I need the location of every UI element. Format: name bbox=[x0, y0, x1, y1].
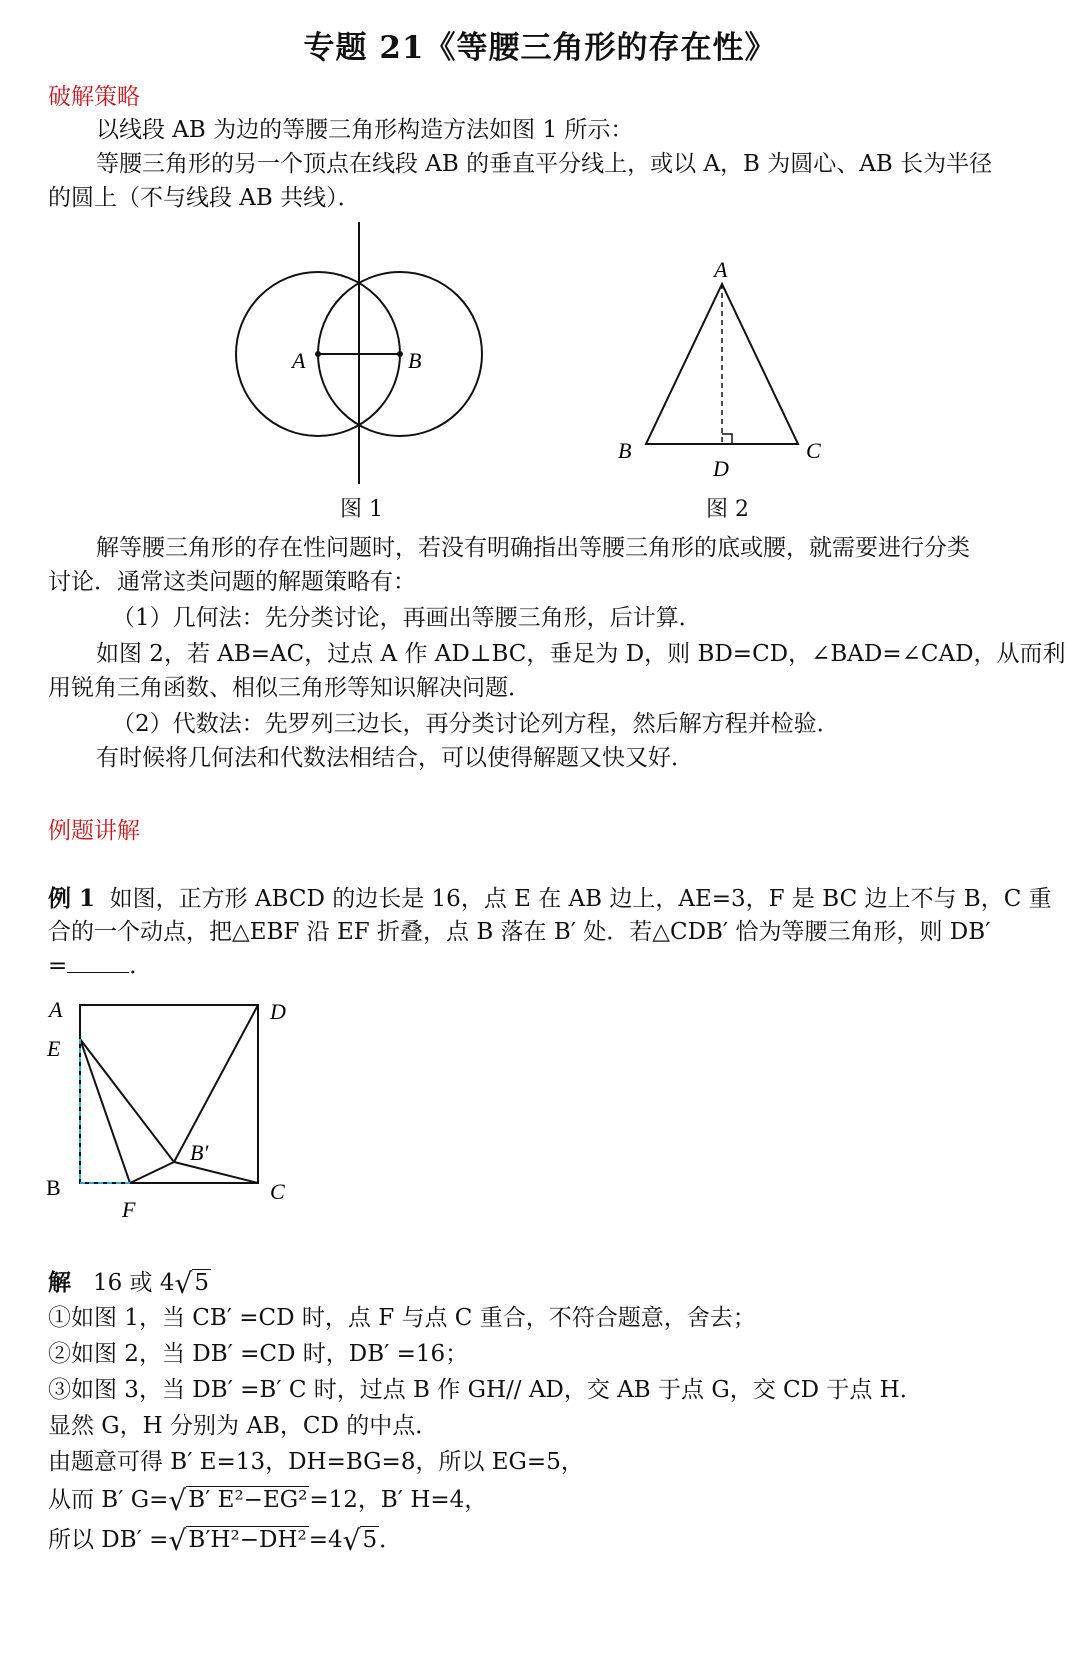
point-b bbox=[397, 351, 403, 357]
example-line-3 bbox=[48, 948, 1038, 985]
section-heading-strategy: 破解策略 bbox=[48, 84, 140, 110]
strategy-line-1: 以线段 AB 为边的等腰三角形构造方法如图 1 所示： bbox=[96, 117, 634, 143]
solution-label: 解 bbox=[48, 1269, 71, 1296]
strategy-line-4: 解等腰三角形的存在性问题时，若没有明确指出等腰三角形的底或腰，就需要进行分类 bbox=[96, 535, 970, 561]
sqrt-sign: √ bbox=[342, 1524, 361, 1557]
fig2-label-b: B bbox=[618, 438, 632, 463]
figure-2-triangle bbox=[610, 256, 840, 486]
fold-line-ef bbox=[80, 1039, 130, 1183]
figure-1-caption: 图 1 bbox=[340, 497, 383, 522]
fig2-label-d: D bbox=[713, 456, 729, 481]
step7-radicand: B′H²−DH² bbox=[188, 1527, 307, 1553]
segment-cb-prime bbox=[174, 1162, 258, 1183]
sqrt-sign: √ bbox=[174, 1267, 193, 1300]
example-line-1 bbox=[48, 880, 1052, 918]
page-title: 专题 21《等腰三角形的存在性》 bbox=[303, 30, 777, 66]
strategy-line-8: 用锐角三角函数、相似三角形等知识解决问题． bbox=[48, 675, 531, 701]
sqrt-sign: √ bbox=[168, 1484, 187, 1517]
example-line-2: 合的一个动点，把△EBF 沿 EF 折叠，点 B 落在 B′ 处．若△CDB′ 恰为等腰三角形，则 DB′ bbox=[48, 919, 991, 945]
step7-radicand-2: 5 bbox=[362, 1527, 378, 1553]
example-end: ． bbox=[129, 953, 153, 979]
answer-radicand: 5 bbox=[194, 1270, 209, 1296]
answer-blank[interactable] bbox=[67, 952, 129, 973]
solution-answer bbox=[48, 1264, 1038, 1302]
section-heading-examples: 例题讲解 bbox=[48, 818, 140, 844]
strategy-line-6: （1）几何法：先分类讨论，再画出等腰三角形，后计算． bbox=[112, 605, 702, 631]
solution-step-5: 由题意可得 B′ E=13，DH=BG=8，所以 EG=5， bbox=[48, 1449, 584, 1475]
example-square-figure bbox=[40, 995, 310, 1225]
ex-label-e: E bbox=[47, 1036, 61, 1061]
solution-step-3: ③如图 3，当 DB′ =B′ C 时，过点 B 作 GH// AD，交 AB 于点 G，交 CD 于点 H． bbox=[48, 1377, 923, 1403]
step6-suffix: =12，B′ H=4， bbox=[309, 1487, 488, 1513]
solution-step-7 bbox=[48, 1522, 1038, 1559]
ex-label-d: D bbox=[270, 999, 286, 1024]
strategy-line-3: 的圆上（不与线段 AB 共线）． bbox=[48, 185, 361, 211]
fig1-label-b: B bbox=[408, 348, 422, 373]
segment-db-prime bbox=[174, 1005, 258, 1162]
strategy-line-5: 讨论．通常这类问题的解题策略有： bbox=[48, 569, 416, 595]
solution-step-2: ②如图 2，当 DB′ =CD 时，DB′ =16； bbox=[48, 1341, 469, 1367]
fig2-label-c: C bbox=[806, 438, 821, 463]
fig1-label-a: A bbox=[292, 348, 306, 373]
strategy-line-9: （2）代数法：先罗列三边长，再分类讨论列方程，然后解方程并检验． bbox=[112, 711, 840, 737]
ex-label-f: F bbox=[122, 1197, 136, 1222]
example-label: 例 1 bbox=[48, 885, 96, 912]
segment-eb-prime bbox=[80, 1039, 174, 1162]
ex-label-b-prime: B′ bbox=[190, 1140, 209, 1165]
fig2-label-a: A bbox=[714, 257, 728, 282]
step6-radicand: B′ E²−EG² bbox=[188, 1487, 308, 1513]
ex-label-c: C bbox=[270, 1179, 285, 1204]
step7-mid: =4 bbox=[308, 1527, 343, 1553]
solution-step-1: ①如图 1，当 CB′ =CD 时，点 F 与点 C 重合，不符合题意，舍去； bbox=[48, 1305, 756, 1331]
figure-1-circles bbox=[230, 222, 490, 492]
ex-label-a: A bbox=[49, 997, 63, 1022]
strategy-line-7: 如图 2，若 AB=AC，过点 A 作 AD⊥BC，垂足为 D，则 BD=CD，∠BAD=∠CAD，从而利 bbox=[96, 641, 1066, 667]
step6-prefix: 从而 B′ G= bbox=[48, 1487, 169, 1513]
solution-step-6 bbox=[48, 1482, 1038, 1519]
point-a bbox=[315, 351, 321, 357]
strategy-line-2: 等腰三角形的另一个顶点在线段 AB 的垂直平分线上，或以 A，B 为圆心、AB 长为半径 bbox=[96, 151, 993, 177]
step7-prefix: 所以 DB′ = bbox=[48, 1527, 169, 1553]
step7-suffix: ． bbox=[379, 1527, 403, 1553]
solution-answer-prefix: 16 或 4 bbox=[92, 1270, 175, 1296]
example-text-1: 如图，正方形 ABCD 的边长是 16，点 E 在 AB 边上，AE=3，F 是 BC 边上不与 B，C 重 bbox=[109, 886, 1052, 912]
right-angle-mark bbox=[722, 434, 732, 444]
figure-2-caption: 图 2 bbox=[706, 497, 749, 522]
segment-fb-prime bbox=[130, 1162, 174, 1183]
ex-label-b: B bbox=[46, 1175, 61, 1200]
strategy-line-10: 有时候将几何法和代数法相结合，可以使得解题又快又好． bbox=[96, 745, 694, 771]
example-eq: = bbox=[48, 953, 68, 979]
sqrt-sign: √ bbox=[168, 1524, 187, 1557]
solution-step-4: 显然 G，H 分别为 AB，CD 的中点． bbox=[48, 1413, 439, 1439]
